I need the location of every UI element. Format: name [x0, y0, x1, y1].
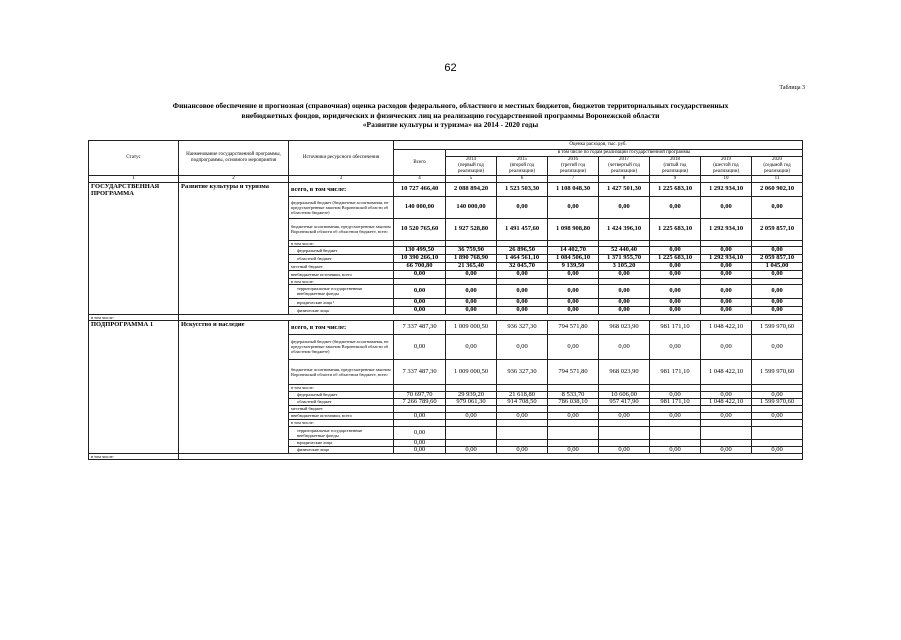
value-cell: 7 337 487,30 [394, 320, 446, 334]
source-cell: в том числе: [289, 240, 394, 246]
value-cell: 936 327,30 [497, 359, 548, 384]
value-cell [599, 384, 650, 391]
header-year-value: 2018 [670, 157, 680, 163]
value-cell: 10 606,00 [599, 391, 650, 398]
value-cell: 1 084 506,10 [548, 254, 599, 262]
header-by-years: в том числе по годам реализации государственной программы [446, 150, 803, 157]
source-cell: областной бюджет [289, 254, 394, 262]
value-cell: 0,00 [599, 298, 650, 306]
value-cell: 0,00 [548, 334, 599, 359]
value-cell: 0,00 [701, 391, 752, 398]
value-cell [548, 384, 599, 391]
header-year-value: 2017 [619, 157, 629, 163]
value-cell [497, 439, 548, 446]
value-cell: 0,00 [599, 284, 650, 298]
value-cell: 0,00 [752, 270, 803, 278]
value-cell [752, 384, 803, 391]
source-cell: внебюджетные источники, всего [289, 412, 394, 419]
in-that-number-label: в том числе: [89, 314, 179, 320]
value-cell: 0,00 [701, 196, 752, 218]
header-year [650, 156, 701, 175]
status-cell: ПОДПРОГРАММА 1 [89, 320, 179, 453]
source-cell: в том числе: [289, 278, 394, 284]
value-cell: 52 440,40 [599, 246, 650, 254]
value-cell: 32 045,70 [497, 262, 548, 270]
value-cell [701, 419, 752, 426]
value-cell: 0,00 [446, 298, 497, 306]
value-cell: 10 727 466,40 [394, 182, 446, 196]
value-cell: 1 048 422,10 [701, 320, 752, 334]
value-cell [650, 405, 701, 412]
value-cell: 981 171,10 [650, 398, 701, 405]
source-cell: всего, в том числе: [289, 320, 394, 334]
value-cell: 2 060 902,10 [752, 182, 803, 196]
source-cell: федеральный бюджет (бюджетные ассигнования, не предусмотренные законом Воронежской области об областном бюджете) [289, 334, 394, 359]
value-cell [599, 426, 650, 439]
value-cell: 786 038,10 [548, 398, 599, 405]
value-cell: 794 571,80 [548, 320, 599, 334]
header-status: Статус [89, 141, 179, 176]
header-year-note: (первый год реализации) [457, 162, 485, 174]
source-cell: физические лица [289, 446, 394, 453]
source-cell: в том числе: [289, 419, 394, 426]
value-cell: 0,00 [650, 391, 701, 398]
source-cell: всего, в том числе: [289, 182, 394, 196]
header-source: Источники ресурсного обеспечения [289, 141, 394, 176]
value-cell: 794 571,80 [548, 359, 599, 384]
title-line-1: Финансовое обеспечение и прогнозная (справочная) оценка расходов федерального, областного и местных бюджетов, бюджетов территориальных государственных [172, 101, 729, 110]
value-cell: 0,00 [752, 306, 803, 314]
header-year-value: 2014 [466, 157, 476, 163]
value-cell [497, 405, 548, 412]
value-cell: 0,00 [752, 284, 803, 298]
financing-table [88, 140, 803, 460]
value-cell: 0,00 [394, 426, 446, 439]
name-cell: Искусство и наследие [179, 320, 289, 453]
header-year-value: 2020 [772, 157, 782, 163]
value-cell: 0,00 [394, 446, 446, 453]
value-cell: 981 171,10 [650, 320, 701, 334]
page-number: 62 [444, 62, 457, 74]
in-that-number-label: в том числе: [89, 453, 179, 459]
value-cell: 0,00 [394, 306, 446, 314]
value-cell [446, 426, 497, 439]
header-year-note: (второй год реализации) [508, 162, 536, 174]
value-cell: 0,00 [752, 334, 803, 359]
value-cell: 1 523 503,30 [497, 182, 548, 196]
value-cell: 957 417,90 [599, 398, 650, 405]
source-cell: федеральный бюджет (бюджетные ассигнования, не предусмотренные законом Воронежской области об областном бюджете) [289, 196, 394, 218]
value-cell: 0,00 [446, 412, 497, 419]
value-cell: 0,00 [701, 412, 752, 419]
value-cell: 0,00 [650, 284, 701, 298]
value-cell: 1 292 934,10 [701, 218, 752, 240]
value-cell: 0,00 [701, 246, 752, 254]
value-cell: 0,00 [394, 284, 446, 298]
value-cell: 1 927 528,80 [446, 218, 497, 240]
value-cell: 21 618,80 [497, 391, 548, 398]
value-cell: 1 599 970,60 [752, 398, 803, 405]
value-cell [650, 384, 701, 391]
header-year-note: (седьмой год реализации) [763, 162, 791, 174]
value-cell: 1 108 048,30 [548, 182, 599, 196]
value-cell [497, 384, 548, 391]
value-cell: 0,00 [599, 270, 650, 278]
value-cell: 981 171,10 [650, 359, 701, 384]
value-cell: 0,00 [394, 270, 446, 278]
value-cell: 0,00 [548, 412, 599, 419]
value-cell [701, 426, 752, 439]
value-cell: 0,00 [497, 334, 548, 359]
source-cell: юридические лица [289, 439, 394, 446]
value-cell: 0,00 [497, 446, 548, 453]
value-cell: 0,00 [497, 196, 548, 218]
value-cell: 0,00 [446, 334, 497, 359]
header-year [548, 156, 599, 175]
header-year [599, 156, 650, 175]
value-cell: 0,00 [650, 298, 701, 306]
header-year [497, 156, 548, 175]
header-estimate: Оценка расходов, тыс. руб. [394, 141, 803, 150]
value-cell: 1 225 683,10 [650, 182, 701, 196]
column-number: 4 [394, 175, 446, 182]
column-number: 2 [179, 175, 289, 182]
value-cell: 0,00 [394, 439, 446, 446]
value-cell: 0,00 [599, 306, 650, 314]
value-cell: 0,00 [446, 306, 497, 314]
value-cell: 0,00 [701, 306, 752, 314]
value-cell [650, 439, 701, 446]
value-cell: 0,00 [548, 196, 599, 218]
value-cell [394, 405, 446, 412]
value-cell: 0,00 [394, 334, 446, 359]
header-year-value: 2016 [568, 157, 578, 163]
value-cell: 1 371 955,70 [599, 254, 650, 262]
value-cell: 0,00 [446, 446, 497, 453]
column-number: 6 [497, 175, 548, 182]
value-cell [701, 405, 752, 412]
title-line-3: «Развитие культуры и туризма» на 2014 - 2020 годы [362, 120, 539, 129]
header-total: Всего [394, 150, 446, 176]
value-cell: 0,00 [497, 270, 548, 278]
value-cell: 0,00 [548, 306, 599, 314]
value-cell: 0,00 [548, 270, 599, 278]
source-cell: бюджетные ассигнования, предусмотренные законом Воронежской области об областном бюджете, всего [289, 359, 394, 384]
value-cell: 0,00 [752, 246, 803, 254]
header-year-note: (пятый год реализации) [661, 162, 689, 174]
source-cell: местный бюджет [289, 262, 394, 270]
value-cell: 1 225 683,10 [650, 254, 701, 262]
value-cell: 0,00 [394, 298, 446, 306]
value-cell: 0,00 [701, 298, 752, 306]
header-year-value: 2019 [721, 157, 731, 163]
value-cell: 0,00 [599, 446, 650, 453]
value-cell: 0,00 [650, 270, 701, 278]
value-cell: 0,00 [497, 298, 548, 306]
value-cell [650, 426, 701, 439]
column-number: 8 [599, 175, 650, 182]
value-cell [752, 439, 803, 446]
value-cell: 1 225 683,10 [650, 218, 701, 240]
title-line-2: внебюджетных фондов, юридических и физических лиц на реализацию государственной программы Воронежской области [241, 110, 660, 120]
value-cell: 0,00 [701, 270, 752, 278]
value-cell [497, 426, 548, 439]
value-cell [548, 419, 599, 426]
value-cell: 0,00 [650, 306, 701, 314]
header-year [752, 156, 803, 175]
value-cell [752, 405, 803, 412]
column-number: 11 [752, 175, 803, 182]
table-row [89, 182, 803, 196]
source-cell: местный бюджет [289, 405, 394, 412]
header-year [446, 156, 497, 175]
header-year-note: (четвертый год реализации) [608, 162, 640, 174]
value-cell: 0,00 [599, 196, 650, 218]
value-cell: 1 292 934,10 [701, 254, 752, 262]
value-cell: 2 059 857,10 [752, 254, 803, 262]
value-cell: 936 327,30 [497, 320, 548, 334]
value-cell: 1 045,00 [752, 262, 803, 270]
source-cell: внебюджетные источники, всего [289, 270, 394, 278]
value-cell: 0,00 [650, 262, 701, 270]
value-cell: 0,00 [548, 284, 599, 298]
value-cell: 968 023,90 [599, 359, 650, 384]
value-cell [701, 439, 752, 446]
value-cell: 1 424 396,10 [599, 218, 650, 240]
value-cell: 0,00 [599, 412, 650, 419]
source-cell: федеральный бюджет [289, 391, 394, 398]
value-cell: 0,00 [497, 306, 548, 314]
value-cell: 0,00 [394, 412, 446, 419]
value-cell: 7 266 789,60 [394, 398, 446, 405]
value-cell: 0,00 [701, 262, 752, 270]
value-cell: 1 464 561,10 [497, 254, 548, 262]
source-cell: территориальные государственные внебюджетные фонды [289, 284, 394, 298]
column-number: 3 [289, 175, 394, 182]
value-cell: 0,00 [650, 412, 701, 419]
header-year [701, 156, 752, 175]
document-title [80, 101, 821, 130]
value-cell: 0,00 [701, 446, 752, 453]
value-cell: 914 708,50 [497, 398, 548, 405]
source-cell: бюджетные ассигнования, предусмотренные законом Воронежской области об областном бюджете, всего [289, 218, 394, 240]
value-cell: 10 390 266,10 [394, 254, 446, 262]
source-cell: физические лица [289, 306, 394, 314]
value-cell: 979 061,30 [446, 398, 497, 405]
source-cell: федеральный бюджет [289, 246, 394, 254]
value-cell [394, 384, 446, 391]
status-cell: ГОСУДАРСТВЕННАЯ ПРОГРАММА [89, 182, 179, 314]
value-cell: 0,00 [599, 334, 650, 359]
source-cell: юридические лица ¹ [289, 298, 394, 306]
value-cell: 0,00 [752, 298, 803, 306]
value-cell: 0,00 [701, 284, 752, 298]
value-cell: 1 048 422,10 [701, 398, 752, 405]
value-cell: 0,00 [548, 298, 599, 306]
value-cell: 0,00 [701, 334, 752, 359]
value-cell: 0,00 [650, 446, 701, 453]
value-cell: 26 896,50 [497, 246, 548, 254]
name-cell: Развитие культуры и туризма [179, 182, 289, 314]
value-cell [752, 419, 803, 426]
value-cell: 1 098 908,80 [548, 218, 599, 240]
value-cell: 0,00 [497, 412, 548, 419]
value-cell: 70 697,70 [394, 391, 446, 398]
value-cell: 2 088 894,20 [446, 182, 497, 196]
value-cell: 66 700,80 [394, 262, 446, 270]
value-cell: 36 759,90 [446, 246, 497, 254]
value-cell: 1 009 000,50 [446, 359, 497, 384]
column-number: 7 [548, 175, 599, 182]
value-cell: 140 000,00 [446, 196, 497, 218]
value-cell: 9 139,50 [548, 262, 599, 270]
value-cell [599, 405, 650, 412]
value-cell: 7 337 487,30 [394, 359, 446, 384]
value-cell [446, 439, 497, 446]
value-cell: 1 599 970,60 [752, 320, 803, 334]
source-cell: областной бюджет [289, 398, 394, 405]
value-cell: 0,00 [752, 196, 803, 218]
header-year-value: 2015 [517, 157, 527, 163]
value-cell: 29 939,20 [446, 391, 497, 398]
value-cell: 0,00 [548, 446, 599, 453]
value-cell: 0,00 [752, 446, 803, 453]
value-cell [599, 439, 650, 446]
value-cell [446, 384, 497, 391]
source-cell: территориальные государственные внебюджетные фонды [289, 426, 394, 439]
value-cell: 1 009 000,50 [446, 320, 497, 334]
value-cell [497, 419, 548, 426]
value-cell: 8 533,70 [548, 391, 599, 398]
column-number: 1 [89, 175, 179, 182]
value-cell: 0,00 [752, 391, 803, 398]
value-cell [701, 384, 752, 391]
value-cell [599, 419, 650, 426]
value-cell: 1 292 934,10 [701, 182, 752, 196]
value-cell: 3 105,20 [599, 262, 650, 270]
value-cell: 140 000,00 [394, 196, 446, 218]
value-cell: 0,00 [497, 284, 548, 298]
source-cell: в том числе: [289, 384, 394, 391]
value-cell: 0,00 [752, 412, 803, 419]
value-cell: 968 023,90 [599, 320, 650, 334]
value-cell [446, 405, 497, 412]
value-cell: 0,00 [650, 246, 701, 254]
value-cell [394, 419, 446, 426]
value-cell: 1 491 457,60 [497, 218, 548, 240]
header-year-note: (третий год реализации) [559, 162, 587, 174]
value-cell: 2 059 857,10 [752, 218, 803, 240]
value-cell: 1 048 422,10 [701, 359, 752, 384]
value-cell [446, 419, 497, 426]
value-cell: 0,00 [446, 270, 497, 278]
header-name: Наименование государственной программы, подпрограммы, основного мероприятия [179, 141, 289, 176]
value-cell: 0,00 [446, 284, 497, 298]
value-cell [752, 426, 803, 439]
column-number: 10 [701, 175, 752, 182]
value-cell: 21 365,40 [446, 262, 497, 270]
value-cell: 1 427 501,30 [599, 182, 650, 196]
value-cell [548, 426, 599, 439]
table-row [89, 320, 803, 334]
table-label: Таблица 3 [779, 85, 805, 91]
value-cell [650, 419, 701, 426]
value-cell: 14 402,70 [548, 246, 599, 254]
value-cell: 1 890 768,90 [446, 254, 497, 262]
value-cell: 130 499,50 [394, 246, 446, 254]
column-number: 5 [446, 175, 497, 182]
value-cell: 0,00 [650, 334, 701, 359]
value-cell: 0,00 [650, 196, 701, 218]
value-cell [548, 439, 599, 446]
value-cell: 10 520 765,60 [394, 218, 446, 240]
header-year-note: (шестой год реализации) [712, 162, 740, 174]
value-cell: 1 599 970,60 [752, 359, 803, 384]
value-cell [548, 405, 599, 412]
column-number: 9 [650, 175, 701, 182]
